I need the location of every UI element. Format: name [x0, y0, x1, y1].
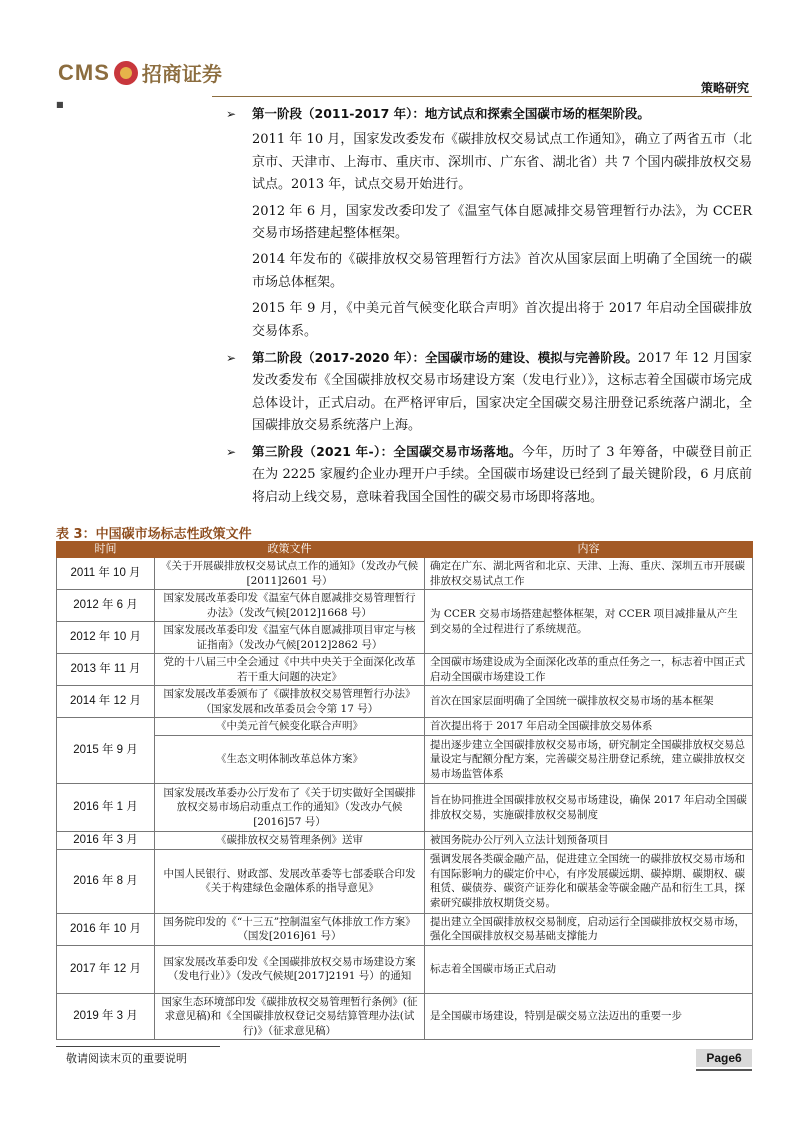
cell-policy-doc: 中国人民银行、财政部、发展改革委等七部委联合印发《关于构建绿色金融体系的指导意见》: [155, 849, 425, 913]
cell-time: 2016 年 10 月: [57, 913, 155, 945]
section-label: 策略研究: [700, 81, 749, 95]
table-row: [57, 993, 753, 1040]
cell-time: 2017 年 12 月: [57, 945, 155, 993]
cell-content: 为 CCER 交易市场搭建起整体框架，对 CCER 项目减排量从产生到交易的全过程进行了系统规范。: [425, 590, 753, 654]
cell-policy-doc: 国家发展改革委印发《温室气体自愿减排项目审定与核证指南》（发改办气候[2012]2862 号）: [155, 622, 425, 654]
table-row: [57, 686, 753, 718]
cell-content: 强调发展各类碳金融产品，促进建立全国统一的碳排放权交易市场和有国际影响力的碳定价中心，有序发展碳远期、碳掉期、碳期权、碳租赁、碳债券、碳资产证券化和碳基金等碳金融产品和衍生工具，探索研究碳排放权期货交易。: [425, 849, 753, 913]
cell-time: 2012 年 6 月: [57, 590, 155, 622]
cell-content: 提出逐步建立全国碳排放权交易市场，研究制定全国碳排放权交易总量设定与配额分配方案，完善碳交易注册登记系统，建立碳排放权交易市场监管体系: [425, 736, 753, 784]
page-number: Page6: [696, 1049, 752, 1067]
cell-policy-doc: 国家发展改革委颁布了《碳排放权交易管理暂行办法》（国家发展和改革委员会令第 17 号）: [155, 686, 425, 718]
table-row: [57, 558, 753, 590]
cell-policy-doc: 《生态文明体制改革总体方案》: [155, 736, 425, 784]
arrow-bullet-icon: ➢: [226, 107, 237, 121]
cell-time: 2011 年 10 月: [57, 558, 155, 590]
bullet-body: [252, 347, 752, 438]
bullet-body: [252, 441, 752, 509]
cell-content: 首次在国家层面明确了全国统一碳排放权交易市场的基本框架: [425, 686, 753, 718]
header-dot: ■: [56, 100, 64, 109]
logo-cms-text: CMS: [58, 59, 110, 85]
arrow-bullet-icon: ➢: [226, 444, 237, 459]
logo-cn-text: 招商证券: [141, 62, 222, 86]
table-row: [57, 784, 753, 832]
bullet-paragraph: [226, 441, 752, 509]
cell-policy-doc: 党的十八届三中全会通过《中共中央关于全面深化改革若干重大问题的决定》: [155, 654, 425, 686]
table-row: [57, 718, 753, 736]
header-divider: [212, 96, 752, 97]
page-number-underline: [696, 1069, 752, 1071]
cell-time: 2014 年 12 月: [57, 686, 155, 718]
footer-divider: [56, 1046, 220, 1047]
table-title: 表 3：中国碳市场标志性政策文件: [56, 527, 252, 542]
table-header-row: [57, 542, 753, 558]
cell-policy-doc: 国务院印发的《“十三五”控制温室气体排放工作方案》（国发[2016]61 号）: [155, 913, 425, 945]
cell-policy-doc: 国家生态环境部印发《碳排放权交易管理暂行条例》(征求意见稿)和《全国碳排放权登记交易结算管理办法(试行)》（征求意见稿）: [155, 993, 425, 1040]
policy-table: [56, 541, 753, 1040]
cell-time: 2012 年 10 月: [57, 622, 155, 654]
bullet-text: 今年，历时了 3 年筹备，中碳登目前正在为 2225 家履约企业办理开户手续。全国碳市场建设已经到了最关键阶段，6 月底前将启动上线交易，意味着我国全国性的碳交易市场即将落地。: [252, 444, 752, 505]
cell-policy-doc: 《中美元首气候变化联合声明》: [155, 718, 425, 736]
table-row: [57, 832, 753, 850]
bullet-paragraph: [226, 103, 752, 126]
cell-time: 2013 年 11 月: [57, 654, 155, 686]
sub-paragraph: 2014 年发布的《碳排放权交易管理暂行方法》首次从国家层面上明确了全国统一的碳市场总体框架。: [252, 252, 752, 290]
cell-time: 2016 年 3 月: [57, 832, 155, 850]
arrow-bullet-icon: ➢: [226, 351, 237, 366]
cms-logo-icon: [114, 61, 138, 85]
cell-time: 2015 年 9 月: [57, 718, 155, 784]
col-header-content: 内容: [425, 542, 753, 558]
policy-table-wrap: [56, 541, 752, 1040]
sub-paragraph: 2012 年 6 月，国家发改委印发了《温室气体自愿减排交易管理暂行办法》，为 CCER 交易市场搭建起整体框架。: [252, 203, 752, 242]
cell-content: 提出建立全国碳排放权交易制度，启动运行全国碳排放权交易市场，强化全国碳排放权交易基础支撑能力: [425, 913, 753, 945]
cell-policy-doc: 《碳排放权交易管理条例》送审: [155, 832, 425, 850]
cell-content: 全国碳市场建设成为全面深化改革的重点任务之一，标志着中国正式启动全国碳市场建设工作: [425, 654, 753, 686]
table-row: [57, 654, 753, 686]
bullet-heading: 第三阶段（2021 年-）：全国碳交易市场落地。: [252, 443, 522, 459]
cell-policy-doc: 《关于开展碳排放权交易试点工作的通知》（发改办气候[2011]2601 号）: [155, 558, 425, 590]
table-row: [57, 945, 753, 993]
cell-content: 标志着全国碳市场正式启动: [425, 945, 753, 993]
cell-time: 2019 年 3 月: [57, 993, 155, 1040]
brand-logo: [58, 58, 222, 87]
cell-policy-doc: 国家发展改革委印发《全国碳排放权交易市场建设方案（发电行业）》（发改气候规[2017]2191 号）的通知: [155, 945, 425, 993]
cell-policy-doc: 国家发展改革委印发《温室气体自愿减排交易管理暂行办法》（发改气候[2012]1668 号）: [155, 590, 425, 622]
cell-time: 2016 年 1 月: [57, 784, 155, 832]
bullet-paragraph: [226, 347, 752, 438]
col-header-doc: 政策文件: [155, 542, 425, 558]
bullet-body: [252, 103, 752, 126]
bullet-heading: 第一阶段（2011-2017 年）：地方试点和探索全国碳市场的框架阶段。: [252, 106, 650, 121]
bullet-heading: 第二阶段（2017-2020 年）：全国碳市场的建设、模拟与完善阶段。: [252, 350, 638, 366]
cell-policy-doc: 国家发展改革委办公厅发布了《关于切实做好全国碳排放权交易市场启动重点工作的通知》（发改办气候[2016]57 号）: [155, 784, 425, 832]
footer-note: 敬请阅读末页的重要说明: [66, 1052, 187, 1065]
table-row: [57, 736, 753, 784]
body-content: [226, 103, 752, 512]
sub-paragraph: 2015 年 9 月，《中美元首气候变化联合声明》首次提出将于 2017 年启动全国碳排放交易体系。: [252, 301, 752, 339]
cell-time: 2016 年 8 月: [57, 849, 155, 913]
table-row: [57, 913, 753, 945]
table-row: [57, 590, 753, 622]
cell-content: 首次提出将于 2017 年启动全国碳排放交易体系: [425, 718, 753, 736]
sub-paragraph: 2011 年 10 月，国家发改委发布《碳排放权交易试点工作通知》，确立了两省五市（北京市、天津市、上海市、重庆市、深圳市、广东省、湖北省）共 7 个国内碳排放权交易试点。2013 年，试点交易开始进行。: [252, 132, 752, 193]
col-header-time: 时间: [57, 542, 155, 558]
cell-content: 旨在协同推进全国碳排放权交易市场建设，确保 2017 年启动全国碳排放权交易，实施碳排放权交易制度: [425, 784, 753, 832]
bullet-text: 2017 年 12 月国家发改委发布《全国碳排放权交易市场建设方案（发电行业）》，这标志着全国碳市场完成总体设计，正式启动。在严格评审后，国家决定全国碳交易注册登记系统落户湖北，全国碳排放交易系统落户上海。: [252, 351, 752, 434]
cell-content: 确定在广东、湖北两省和北京、天津、上海、重庆、深圳五市开展碳排放权交易试点工作: [425, 558, 753, 590]
table-row: [57, 849, 753, 913]
cell-content: 是全国碳市场建设，特别是碳交易立法迈出的重要一步: [425, 993, 753, 1040]
cell-content: 被国务院办公厅列入立法计划预备项目: [425, 832, 753, 850]
